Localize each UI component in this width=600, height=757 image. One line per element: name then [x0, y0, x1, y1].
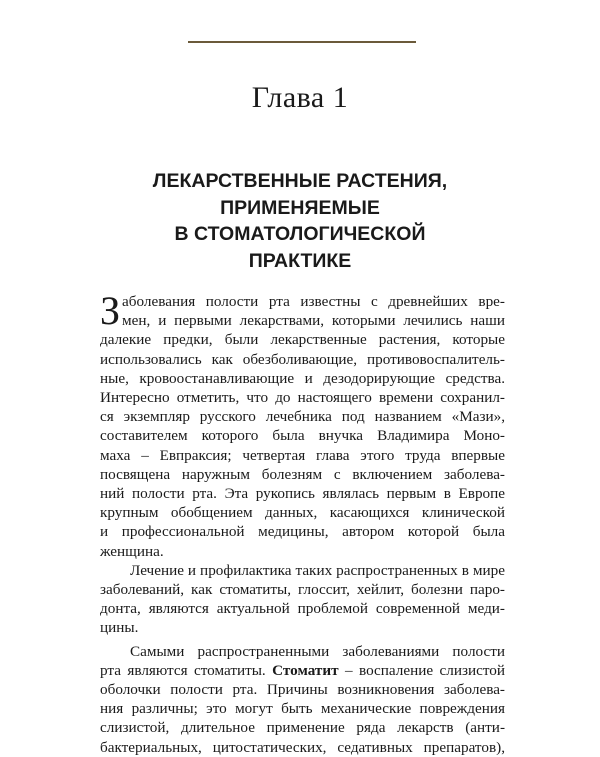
text-line: мен, и первыми лекарствами, которыми лечились наши	[122, 312, 505, 330]
drop-cap: З	[100, 288, 121, 333]
text-run: рта являются стоматиты.	[100, 661, 273, 679]
text-line: Интересно отметить, что до настоящего времени сохранил-	[100, 389, 505, 407]
text-line: ся экземпляр русского лечебника под названием «Мази»,	[100, 408, 505, 426]
text-run: – воспаление слизистой	[338, 661, 505, 679]
text-line: использовались как обезболивающие, противовоспалитель-	[100, 350, 505, 368]
chapter-heading: Глава 1	[251, 81, 349, 114]
chapter-title	[0, 168, 600, 274]
text-line: крупным обобщением данных, касающихся клинической	[100, 504, 505, 522]
text-line: заболеваний, как стоматиты, глоссит, хейлит, болезни паро-	[100, 581, 505, 599]
title-line: ЛЕКАРСТВЕННЫЕ РАСТЕНИЯ,	[152, 170, 448, 192]
text-line	[100, 661, 505, 680]
title-line: ПРАКТИКЕ	[248, 249, 352, 272]
text-line: посвящена наружным болезням с включением заболева-	[100, 465, 505, 483]
text-line: ния различны; это могут быть механические повреждения	[100, 700, 505, 718]
text-line: женщина.	[100, 542, 164, 560]
decorative-rule	[188, 41, 416, 43]
text-line: маха – Евпраксия; четвертая глава этого труда впервые	[100, 446, 505, 464]
text-line: Лечение и профилактика таких распространенных в мире	[130, 561, 505, 579]
body-text	[100, 288, 505, 757]
text-line: составителем которого была внучка Владимира Моно-	[100, 427, 505, 445]
title-line: ПРИМЕНЯЕМЫЕ	[220, 196, 380, 219]
paragraph-3	[100, 642, 505, 757]
text-line: ные, кровоостанавливающие и дезодорирующие средства.	[100, 369, 505, 387]
text-line: аболевания полости рта известны с древнейших вре-	[122, 293, 505, 310]
text-line: ний полости рта. Эта рукопись являлась первым в Европе	[100, 485, 505, 503]
text-line: и профессиональной медицины, автором которой была	[100, 523, 505, 541]
text-line: далекие предки, были лекарственные растения, которые	[100, 331, 505, 349]
text-line: слизистой, длительное применение ряда лекарств (анти-	[100, 719, 505, 737]
text-line: донта, являются актуальной проблемой современной меди-	[100, 600, 505, 618]
paragraph-2	[100, 561, 505, 638]
text-line: Самыми распространенными заболеваниями полости	[130, 642, 505, 660]
title-line: В СТОМАТОЛОГИЧЕСКОЙ	[174, 223, 426, 245]
bold-term: Стоматит	[272, 661, 339, 679]
text-line: оболочки полости рта. Причины возникновения заболева-	[100, 681, 505, 699]
text-line: цины.	[100, 619, 139, 637]
paragraph-1	[100, 288, 505, 561]
text-line: бактериальных, цитостатических, седативных препаратов),	[100, 738, 505, 756]
